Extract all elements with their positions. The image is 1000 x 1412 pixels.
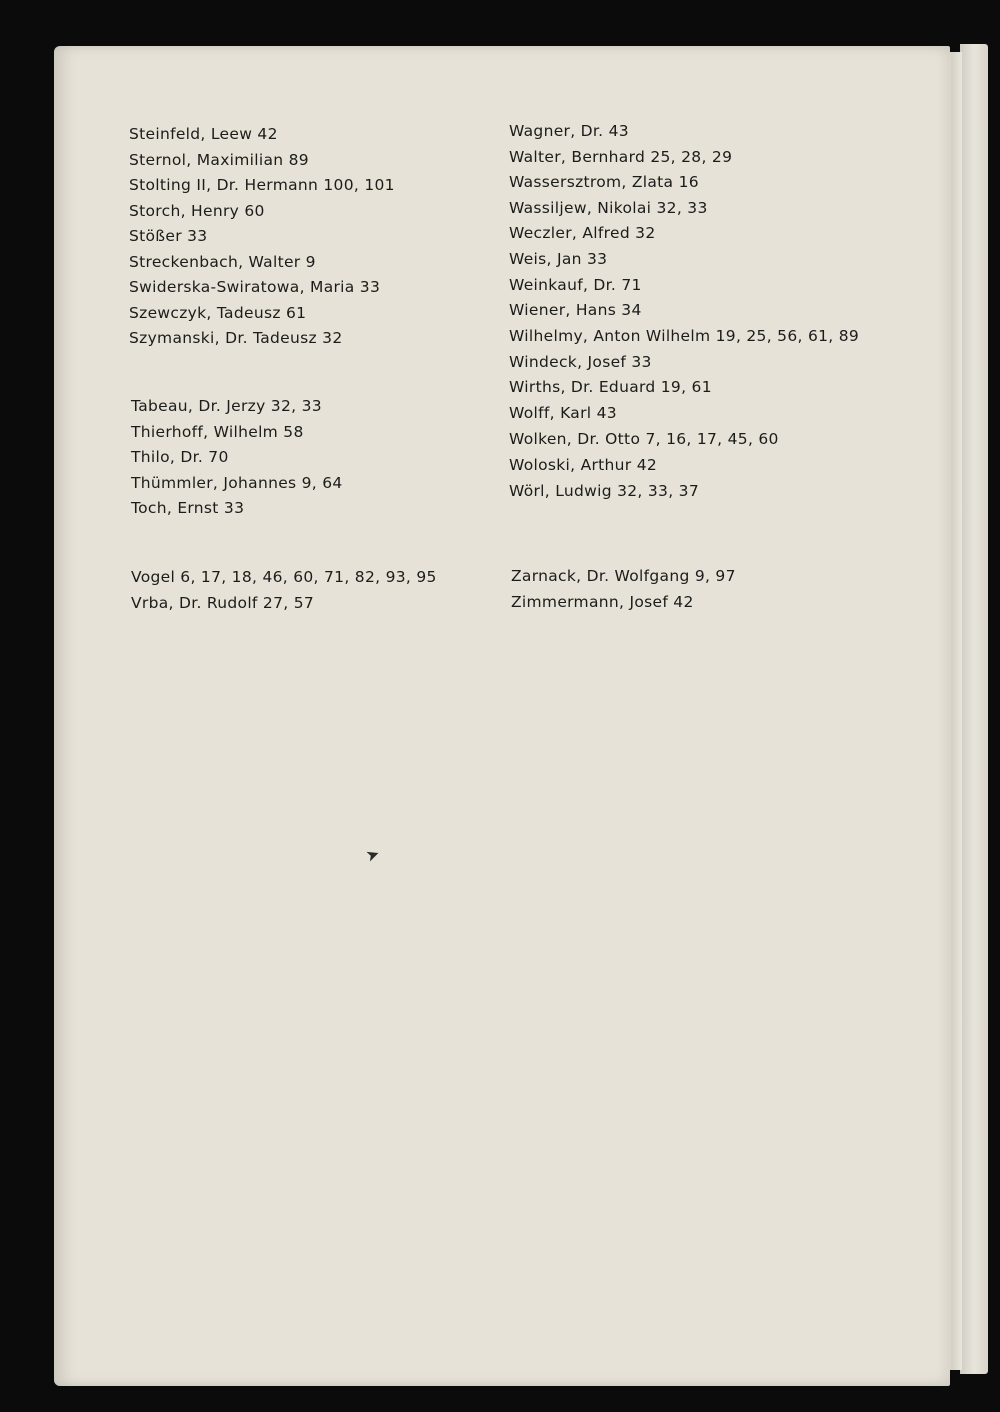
index-entry: Tabeau, Dr. Jerzy 32, 33 xyxy=(131,397,322,415)
index-entry: Streckenbach, Walter 9 xyxy=(129,253,316,271)
index-entry: Vrba, Dr. Rudolf 27, 57 xyxy=(131,594,315,612)
index-entry: Wirths, Dr. Eduard 19, 61 xyxy=(509,378,712,396)
index-entry: Zarnack, Dr. Wolfgang 9, 97 xyxy=(511,567,736,585)
index-entry: Wörl, Ludwig 32, 33, 37 xyxy=(509,482,699,500)
index-entry: Swiderska-Swiratowa, Maria 33 xyxy=(129,278,381,296)
index-entry: Steinfeld, Leew 42 xyxy=(129,125,278,143)
index-entry: Weis, Jan 33 xyxy=(509,250,608,268)
index-entry: Weinkauf, Dr. 71 xyxy=(509,276,642,294)
index-entry: Wolken, Dr. Otto 7, 16, 17, 45, 60 xyxy=(509,430,779,448)
index-entry: Wiener, Hans 34 xyxy=(509,301,642,319)
index-entry: Thümmler, Johannes 9, 64 xyxy=(131,474,343,492)
index-entry: Weczler, Alfred 32 xyxy=(509,224,656,242)
index-entry: Windeck, Josef 33 xyxy=(509,353,652,371)
index-entry: Wilhelmy, Anton Wilhelm 19, 25, 56, 61, 89 xyxy=(509,327,860,345)
index-entry: Sternol, Maximilian 89 xyxy=(129,151,309,169)
index-entry: Vogel 6, 17, 18, 46, 60, 71, 82, 93, 95 xyxy=(131,568,437,586)
index-entry: Storch, Henry 60 xyxy=(129,202,265,220)
index-entry: Zimmermann, Josef 42 xyxy=(511,593,694,611)
index-entry: Stolting II, Dr. Hermann 100, 101 xyxy=(129,176,395,194)
index-entry: Thierhoff, Wilhelm 58 xyxy=(131,423,304,441)
index-entry: Wagner, Dr. 43 xyxy=(509,122,629,140)
index-entry: Thilo, Dr. 70 xyxy=(131,448,229,466)
index-entry: Wassersztrom, Zlata 16 xyxy=(509,173,699,191)
index-entry: Wolff, Karl 43 xyxy=(509,404,617,422)
book-page xyxy=(54,46,950,1386)
index-entry: Woloski, Arthur 42 xyxy=(509,456,658,474)
mouse-cursor-icon: ➤ xyxy=(363,843,383,866)
index-entry: Walter, Bernhard 25, 28, 29 xyxy=(509,148,733,166)
index-entry: Szymanski, Dr. Tadeusz 32 xyxy=(129,329,343,347)
index-entry: Szewczyk, Tadeusz 61 xyxy=(129,304,307,322)
index-entry: Wassiljew, Nikolai 32, 33 xyxy=(509,199,708,217)
index-entry: Stößer 33 xyxy=(129,227,208,245)
index-entry: Toch, Ernst 33 xyxy=(131,499,245,517)
page-stack-edge xyxy=(960,44,988,1374)
